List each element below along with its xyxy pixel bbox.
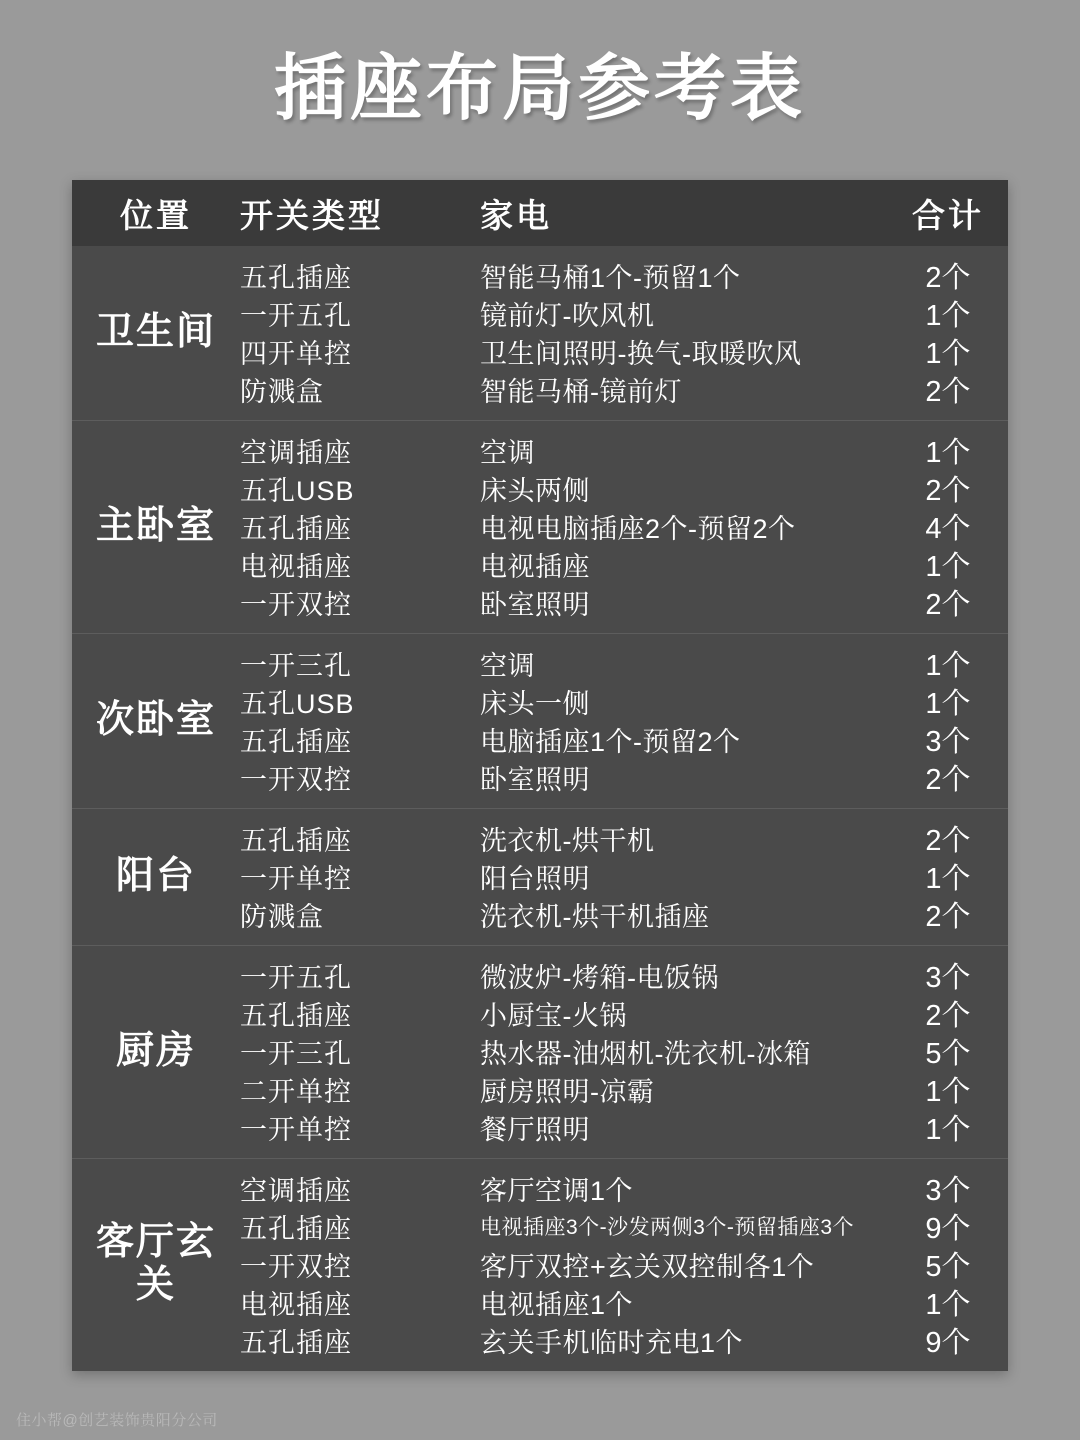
- group-rows: [240, 956, 1008, 1146]
- cell-switch-type: 五孔插座: [240, 825, 352, 856]
- cell-appliance: 镜前灯-吹风机: [480, 300, 655, 331]
- cell-switch-type: 五孔USB: [240, 688, 355, 719]
- table-row: [240, 1169, 1008, 1207]
- table-row: [240, 370, 1008, 408]
- table-row: [240, 469, 1008, 507]
- table-row: [240, 431, 1008, 469]
- table-group: [72, 246, 1008, 421]
- table-row: [240, 956, 1008, 994]
- cell-appliance: 玄关手机临时充电1个: [480, 1327, 744, 1358]
- table-row: [240, 758, 1008, 796]
- cell-total: 1个: [925, 550, 971, 583]
- cell-appliance: 客厅双控+玄关双控制各1个: [480, 1251, 815, 1282]
- page-title: 插座布局参考表: [273, 49, 806, 129]
- cell-appliance: 小厨宝-火锅: [480, 1000, 627, 1031]
- cell-switch-type: 一开三孔: [240, 650, 352, 681]
- group-location-label: 次卧室: [95, 698, 216, 741]
- table-row: [240, 994, 1008, 1032]
- cell-appliance: 客厅空调1个: [480, 1175, 634, 1206]
- table-group: [72, 634, 1008, 809]
- table-row: [240, 1245, 1008, 1283]
- cell-switch-type: 四开单控: [240, 338, 352, 369]
- cell-total: 9个: [925, 1212, 971, 1245]
- cell-total: 2个: [925, 999, 971, 1032]
- cell-switch-type: 五孔插座: [240, 1327, 352, 1358]
- cell-total: 5个: [925, 1250, 971, 1283]
- table-row: [240, 1108, 1008, 1146]
- table-row: [240, 1207, 1008, 1245]
- header-switch-type: 开关类型: [240, 196, 384, 234]
- cell-total: 2个: [925, 763, 971, 796]
- table-row: [240, 895, 1008, 933]
- cell-appliance: 卫生间照明-换气-取暖吹风: [480, 338, 802, 369]
- cell-switch-type: 五孔插座: [240, 1000, 352, 1031]
- group-rows: [240, 1169, 1008, 1359]
- header-appliance: 家电: [480, 196, 552, 234]
- cell-total: 1个: [925, 687, 971, 720]
- table-row: [240, 507, 1008, 545]
- cell-appliance: 电视插座: [480, 551, 590, 582]
- cell-appliance: 热水器-油烟机-洗衣机-冰箱: [480, 1038, 811, 1069]
- cell-appliance: 电视插座3个-沙发两侧3个-预留插座3个: [480, 1216, 855, 1239]
- cell-total: 1个: [925, 337, 971, 370]
- cell-appliance: 电视电脑插座2个-预留2个: [480, 513, 796, 544]
- cell-total: 1个: [925, 1113, 971, 1146]
- cell-total: 5个: [925, 1037, 971, 1070]
- cell-appliance: 卧室照明: [480, 764, 590, 795]
- socket-layout-table: [72, 180, 1008, 1371]
- table-body: [72, 246, 1008, 1371]
- cell-total: 2个: [925, 474, 971, 507]
- cell-appliance: 微波炉-烤箱-电饭锅: [480, 962, 719, 993]
- cell-switch-type: 一开双控: [240, 1251, 352, 1282]
- cell-switch-type: 一开五孔: [240, 300, 352, 331]
- cell-total: 1个: [925, 1075, 971, 1108]
- cell-switch-type: 五孔插座: [240, 726, 352, 757]
- table-row: [240, 256, 1008, 294]
- table-row: [240, 1321, 1008, 1359]
- cell-appliance: 空调: [480, 650, 535, 681]
- cell-appliance: 床头一侧: [480, 688, 590, 719]
- table-row: [240, 819, 1008, 857]
- cell-total: 1个: [925, 436, 971, 469]
- group-rows: [240, 256, 1008, 408]
- cell-switch-type: 五孔插座: [240, 1213, 352, 1244]
- cell-appliance: 卧室照明: [480, 589, 590, 620]
- table-group: [72, 421, 1008, 634]
- cell-switch-type: 电视插座: [240, 1289, 352, 1320]
- cell-total: 1个: [925, 862, 971, 895]
- group-location-label: 客厅玄关: [95, 1221, 216, 1306]
- cell-switch-type: 防溅盒: [240, 376, 324, 407]
- cell-total: 1个: [925, 1288, 971, 1321]
- table-row: [240, 682, 1008, 720]
- table-row: [240, 1032, 1008, 1070]
- cell-total: 3个: [925, 725, 971, 758]
- cell-switch-type: 防溅盒: [240, 901, 324, 932]
- cell-total: 2个: [925, 824, 971, 857]
- cell-switch-type: 电视插座: [240, 551, 352, 582]
- group-location-label: 卫生间: [95, 310, 216, 353]
- watermark: 住小帮@创艺装饰贵阳分公司: [16, 1412, 218, 1429]
- table-row: [240, 644, 1008, 682]
- cell-total: 4个: [925, 512, 971, 545]
- table-row: [240, 332, 1008, 370]
- cell-appliance: 洗衣机-烘干机插座: [480, 901, 710, 932]
- table-group: [72, 946, 1008, 1159]
- cell-appliance: 电视插座1个: [480, 1289, 634, 1320]
- cell-switch-type: 五孔USB: [240, 475, 355, 506]
- table-group: [72, 1159, 1008, 1371]
- cell-total: 3个: [925, 1174, 971, 1207]
- cell-switch-type: 一开双控: [240, 764, 352, 795]
- cell-switch-type: 一开单控: [240, 1114, 352, 1145]
- header-location: 位置: [120, 196, 192, 234]
- table-row: [240, 720, 1008, 758]
- table-row: [240, 1283, 1008, 1321]
- group-rows: [240, 431, 1008, 621]
- table-header-row: [72, 180, 1008, 246]
- cell-appliance: 智能马桶1个-预留1个: [480, 262, 741, 293]
- table-row: [240, 857, 1008, 895]
- cell-total: 2个: [925, 900, 971, 933]
- cell-total: 2个: [925, 375, 971, 408]
- cell-switch-type: 五孔插座: [240, 262, 352, 293]
- table-group: [72, 809, 1008, 946]
- group-rows: [240, 644, 1008, 796]
- cell-appliance: 电脑插座1个-预留2个: [480, 726, 741, 757]
- table-row: [240, 1070, 1008, 1108]
- cell-total: 1个: [925, 649, 971, 682]
- cell-appliance: 空调: [480, 437, 535, 468]
- table-row: [240, 583, 1008, 621]
- header-total: 合计: [912, 196, 984, 234]
- cell-appliance: 洗衣机-烘干机: [480, 825, 655, 856]
- cell-appliance: 餐厅照明: [480, 1114, 590, 1145]
- cell-switch-type: 一开五孔: [240, 962, 352, 993]
- cell-switch-type: 一开三孔: [240, 1038, 352, 1069]
- cell-switch-type: 一开单控: [240, 863, 352, 894]
- cell-switch-type: 一开双控: [240, 589, 352, 620]
- cell-appliance: 阳台照明: [480, 863, 590, 894]
- cell-switch-type: 二开单控: [240, 1076, 352, 1107]
- table-row: [240, 294, 1008, 332]
- group-location-label: 阳台: [115, 854, 196, 897]
- table-row: [240, 545, 1008, 583]
- group-location-label: 主卧室: [95, 504, 216, 547]
- cell-switch-type: 空调插座: [240, 1175, 352, 1206]
- cell-total: 3个: [925, 961, 971, 994]
- group-location-label: 厨房: [115, 1029, 196, 1072]
- cell-total: 2个: [925, 261, 971, 294]
- cell-appliance: 厨房照明-凉霸: [480, 1076, 655, 1107]
- cell-switch-type: 空调插座: [240, 437, 352, 468]
- cell-total: 1个: [925, 299, 971, 332]
- cell-total: 9个: [925, 1326, 971, 1359]
- group-rows: [240, 819, 1008, 933]
- cell-switch-type: 五孔插座: [240, 513, 352, 544]
- cell-total: 2个: [925, 588, 971, 621]
- cell-appliance: 智能马桶-镜前灯: [480, 376, 682, 407]
- cell-appliance: 床头两侧: [480, 475, 590, 506]
